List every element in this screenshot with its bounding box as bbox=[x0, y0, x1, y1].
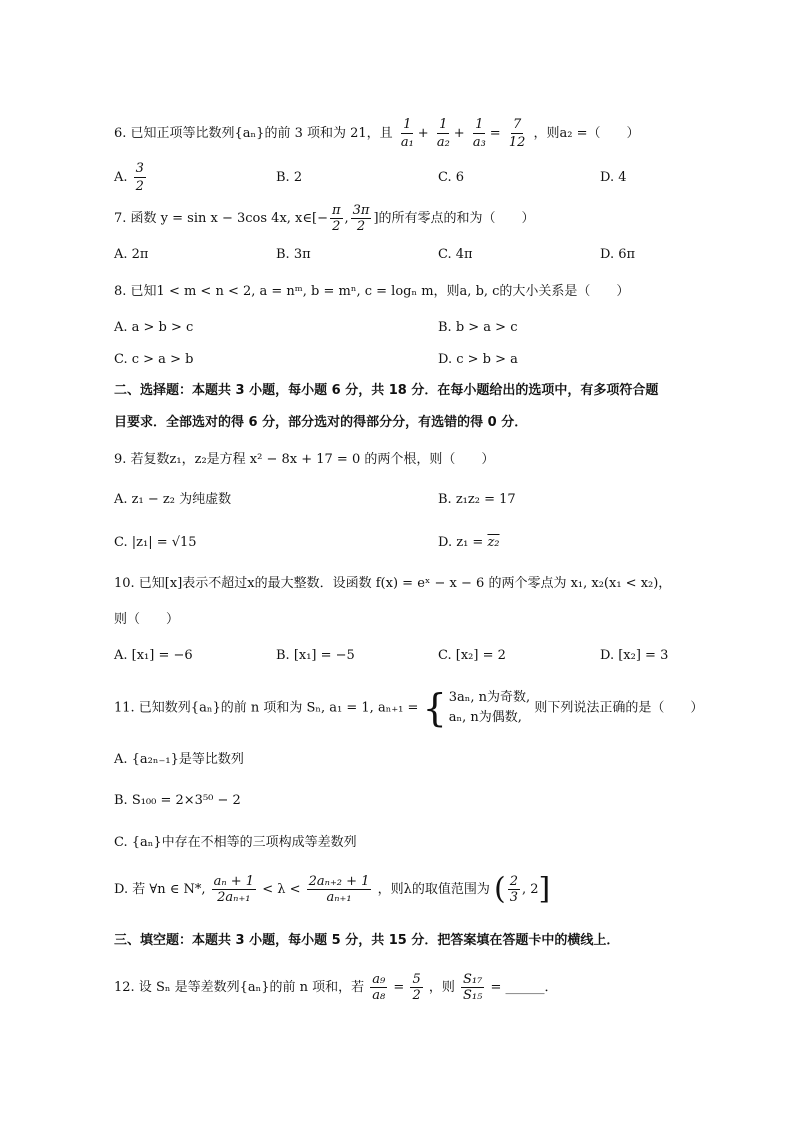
question-7-stem: 7. 函数 y = sin x − 3cos 4x, x∈[− $\frac{\pi}{2}$ , $\frac{3\pi}{2}$ ]的所有零点的和为（ ） bbox=[114, 203, 535, 234]
q9-option-c: C. |z₁| = √15 bbox=[114, 535, 197, 550]
question-6-stem: 6. 已知正项等比数列{aₙ}的前 3 项和为 21，且 $\frac{1}{\text{a₁}}$ + $\frac{1}{\text{a₂}}$ + $\frac{1}{\text{a₃}}$ = $\frac{7}{12}$ ，则a₂ =（ ） bbox=[114, 117, 640, 150]
q8-option-c: C. c > a > b bbox=[114, 352, 194, 367]
question-10-stem-2: 则（ ） bbox=[114, 612, 180, 627]
q9-option-a: A. z₁ − z₂ 为纯虚数 bbox=[114, 492, 232, 507]
q10-option-a: A. [x₁] = −6 bbox=[114, 648, 193, 663]
q7-option-a: A. 2π bbox=[114, 247, 149, 262]
question-8-stem: 8. 已知1 < m < n < 2, a = nᵐ, b = mⁿ, c = logₙ m，则a, b, c的大小关系是（ ） bbox=[114, 284, 630, 299]
q6-fraction-4: $\frac{7}{12}$ bbox=[508, 117, 526, 150]
q6-fraction-1: $\frac{1}{\text{a₁}}$ bbox=[400, 117, 414, 150]
q6-option-d: D. 4 bbox=[600, 170, 627, 185]
q9-option-d: D. z₁ = z₂ bbox=[438, 535, 500, 550]
q11-option-b: B. S₁₀₀ = 2×3⁵⁰ − 2 bbox=[114, 793, 241, 808]
question-10-stem: 10. 已知[x]表示不超过x的最大整数．设函数 f(x) = eˣ − x − 6 的两个零点为 x₁, x₂(x₁ < x₂)， bbox=[114, 576, 672, 591]
q7-option-d: D. 6π bbox=[600, 247, 636, 262]
question-11-stem: 11. 已知数列{aₙ}的前 n 项和为 Sₙ, a₁ = 1, aₙ₊₁ = { 3aₙ, n为奇数, aₙ, n为偶数, 则下列说法正确的是（ ） bbox=[114, 686, 704, 730]
section-2-heading-line-2: 目要求．全部选对的得 6 分，部分选对的得部分分，有选错的得 0 分． bbox=[114, 415, 528, 430]
q11-piecewise: { 3aₙ, n为奇数, aₙ, n为偶数, bbox=[422, 686, 531, 730]
q6-fraction-2: $\frac{1}{\text{a₂}}$ bbox=[436, 117, 450, 150]
section-3-heading: 三、填空题：本题共 3 小题，每小题 5 分，共 15 分．把答案填在答题卡中的横线上． bbox=[114, 933, 620, 948]
q7-option-b: B. 3π bbox=[276, 247, 311, 262]
q8-option-d: D. c > b > a bbox=[438, 352, 518, 367]
question-12-stem: 12. 设 Sₙ 是等差数列{aₙ}的前 n 项和，若 $\frac{\text{a₉}}{\text{a₈}}$ = $\frac{5}{2}$ ，则 $\frac{\text{S₁₇}}{\text{S₁₅}}$ = ______． bbox=[114, 972, 558, 1003]
section-2-heading-line-1: 二、选择题：本题共 3 小题，每小题 6 分，共 18 分．在每小题给出的选项中，有多项符合题 bbox=[114, 383, 659, 398]
q6-option-a: A. $\frac{3}{2}$ bbox=[114, 161, 144, 194]
q6-option-b: B. 2 bbox=[276, 170, 303, 185]
q9-option-b: B. z₁z₂ = 17 bbox=[438, 492, 516, 507]
q6-option-c: C. 6 bbox=[438, 170, 465, 185]
q10-option-c: C. [x₂] = 2 bbox=[438, 648, 506, 663]
q10-option-d: D. [x₂] = 3 bbox=[600, 648, 669, 663]
q7-option-c: C. 4π bbox=[438, 247, 473, 262]
q11-option-c: C. {aₙ}中存在不相等的三项构成等差数列 bbox=[114, 835, 357, 850]
q6-prefix: 6. 已知正项等比数列{aₙ}的前 3 项和为 21，且 bbox=[114, 126, 393, 141]
q11-option-a: A. {a₂ₙ₋₁}是等比数列 bbox=[114, 752, 244, 767]
q8-option-b: B. b > a > c bbox=[438, 320, 518, 335]
question-9-stem: 9. 若复数z₁，z₂是方程 x² − 8x + 17 = 0 的两个根，则（ ） bbox=[114, 452, 495, 467]
q6-suffix: ，则a₂ =（ ） bbox=[533, 126, 640, 141]
q8-option-a: A. a > b > c bbox=[114, 320, 194, 335]
q10-option-b: B. [x₁] = −5 bbox=[276, 648, 355, 663]
q11-option-d: D. 若 ∀n ∈ N*, $\frac{\text{aₙ + 1}}{\text{2aₙ₊₁}}$ < λ < $\frac{\text{2aₙ₊₂ + 1}}{\text{aₙ₊₁}}$ ，则λ的取值范围为 ( $\frac{2}{3}$ , 2] bbox=[114, 871, 551, 907]
q6-fraction-3: $\frac{1}{\text{a₃}}$ bbox=[472, 117, 486, 150]
